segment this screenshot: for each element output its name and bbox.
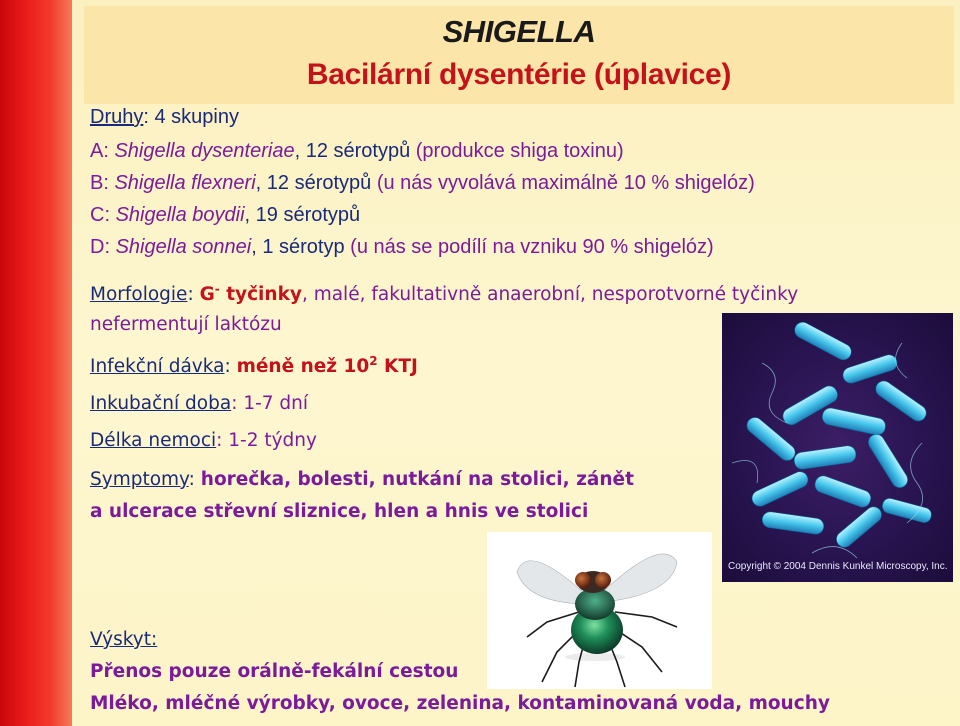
vyskyt-line-2 xyxy=(90,661,458,682)
morfologie-label: Morfologie xyxy=(90,284,188,306)
species-name: Shigella boydii xyxy=(115,204,245,226)
delka-value: : 1-2 týdny xyxy=(216,430,317,451)
group-d-line xyxy=(90,236,714,259)
group-note: (u nás vyvolává maximálně 10 % shigelóz) xyxy=(371,172,755,194)
left-red-bar xyxy=(0,0,72,726)
infekcni-line xyxy=(90,354,418,377)
serotype-count: , 1 sérotyp xyxy=(251,236,345,258)
druhy-label: Druhy xyxy=(90,106,144,128)
inkubacni-line xyxy=(90,393,308,414)
species-name: Shigella dysenteriae xyxy=(114,140,295,162)
morfologie-colon: : xyxy=(187,284,200,306)
rods-text: tyčinky xyxy=(219,284,302,306)
infekcni-value: méně než 10 xyxy=(236,356,370,378)
morfologie-line-2 xyxy=(90,314,282,335)
gram-stain: G xyxy=(199,284,215,306)
inkubacni-label: Inkubační doba xyxy=(90,393,232,414)
fly-photo xyxy=(487,532,712,689)
group-prefix: D: xyxy=(90,236,116,258)
group-note: (produkce shiga toxinu) xyxy=(410,140,624,162)
morfologie-line xyxy=(90,282,798,305)
species-name: Shigella flexneri xyxy=(114,172,256,194)
symptomy-value-2: a ulcerace střevní sliznice, hlen a hnis ve stolici xyxy=(90,501,589,522)
group-note: (u nás se podílí na vzniku 90 % shigelóz) xyxy=(344,236,714,258)
group-a-line xyxy=(90,140,624,163)
group-prefix: A: xyxy=(90,140,115,162)
slide-subtitle: Bacilární dysentérie (úplavice) xyxy=(306,58,732,91)
serotype-count: , 19 sérotypů xyxy=(244,204,361,226)
lactose-note: nefermentují laktózu xyxy=(90,314,282,335)
sources-text: Mléko, mléčné výrobky, ovoce, zelenina, kontaminovaná voda, mouchy xyxy=(90,693,830,714)
infekcni-label: Infekční dávka xyxy=(90,356,225,378)
inkubacni-value: : 1-7 dní xyxy=(231,393,309,414)
druhy-value: : 4 skupiny xyxy=(143,106,239,128)
druhy-line xyxy=(90,106,239,129)
slide-title: SHIGELLA xyxy=(442,14,596,49)
fly-illustration xyxy=(487,532,712,689)
vyskyt-line xyxy=(90,629,157,650)
symptomy-label: Symptomy xyxy=(90,469,189,490)
symptomy-value: horečka, bolesti, nutkání na stolici, zánět xyxy=(200,469,634,490)
infekcni-exponent: 2 xyxy=(369,354,378,368)
group-prefix: C: xyxy=(90,204,116,226)
vyskyt-label: Výskyt: xyxy=(90,629,158,650)
serotype-count: , 12 sérotypů xyxy=(255,172,372,194)
delka-label: Délka nemoci xyxy=(90,430,217,451)
micrograph-copyright: Copyright © 2004 Dennis Kunkel Microscopy, Inc. xyxy=(728,561,948,572)
infekcni-colon: : xyxy=(224,356,237,378)
bacteria-micrograph xyxy=(722,313,953,582)
symptomy-line xyxy=(90,469,634,490)
symptomy-colon: : xyxy=(188,469,201,490)
delka-line xyxy=(90,430,317,451)
gram-superscript: - xyxy=(214,282,220,296)
transmission-text: Přenos pouze orálně-fekální cestou xyxy=(90,661,459,682)
symptomy-line-2 xyxy=(90,501,588,522)
bacteria-illustration xyxy=(722,313,953,582)
vyskyt-line-3 xyxy=(90,693,830,714)
species-name: Shigella sonnei xyxy=(115,236,252,258)
group-b-line xyxy=(90,172,755,195)
serotype-count: , 12 sérotypů xyxy=(294,140,411,162)
group-prefix: B: xyxy=(90,172,115,194)
morfologie-description: , malé, fakultativně anaerobní, nesporotvorné tyčinky xyxy=(301,284,799,306)
infekcni-unit: KTJ xyxy=(377,356,418,378)
group-c-line xyxy=(90,204,360,227)
